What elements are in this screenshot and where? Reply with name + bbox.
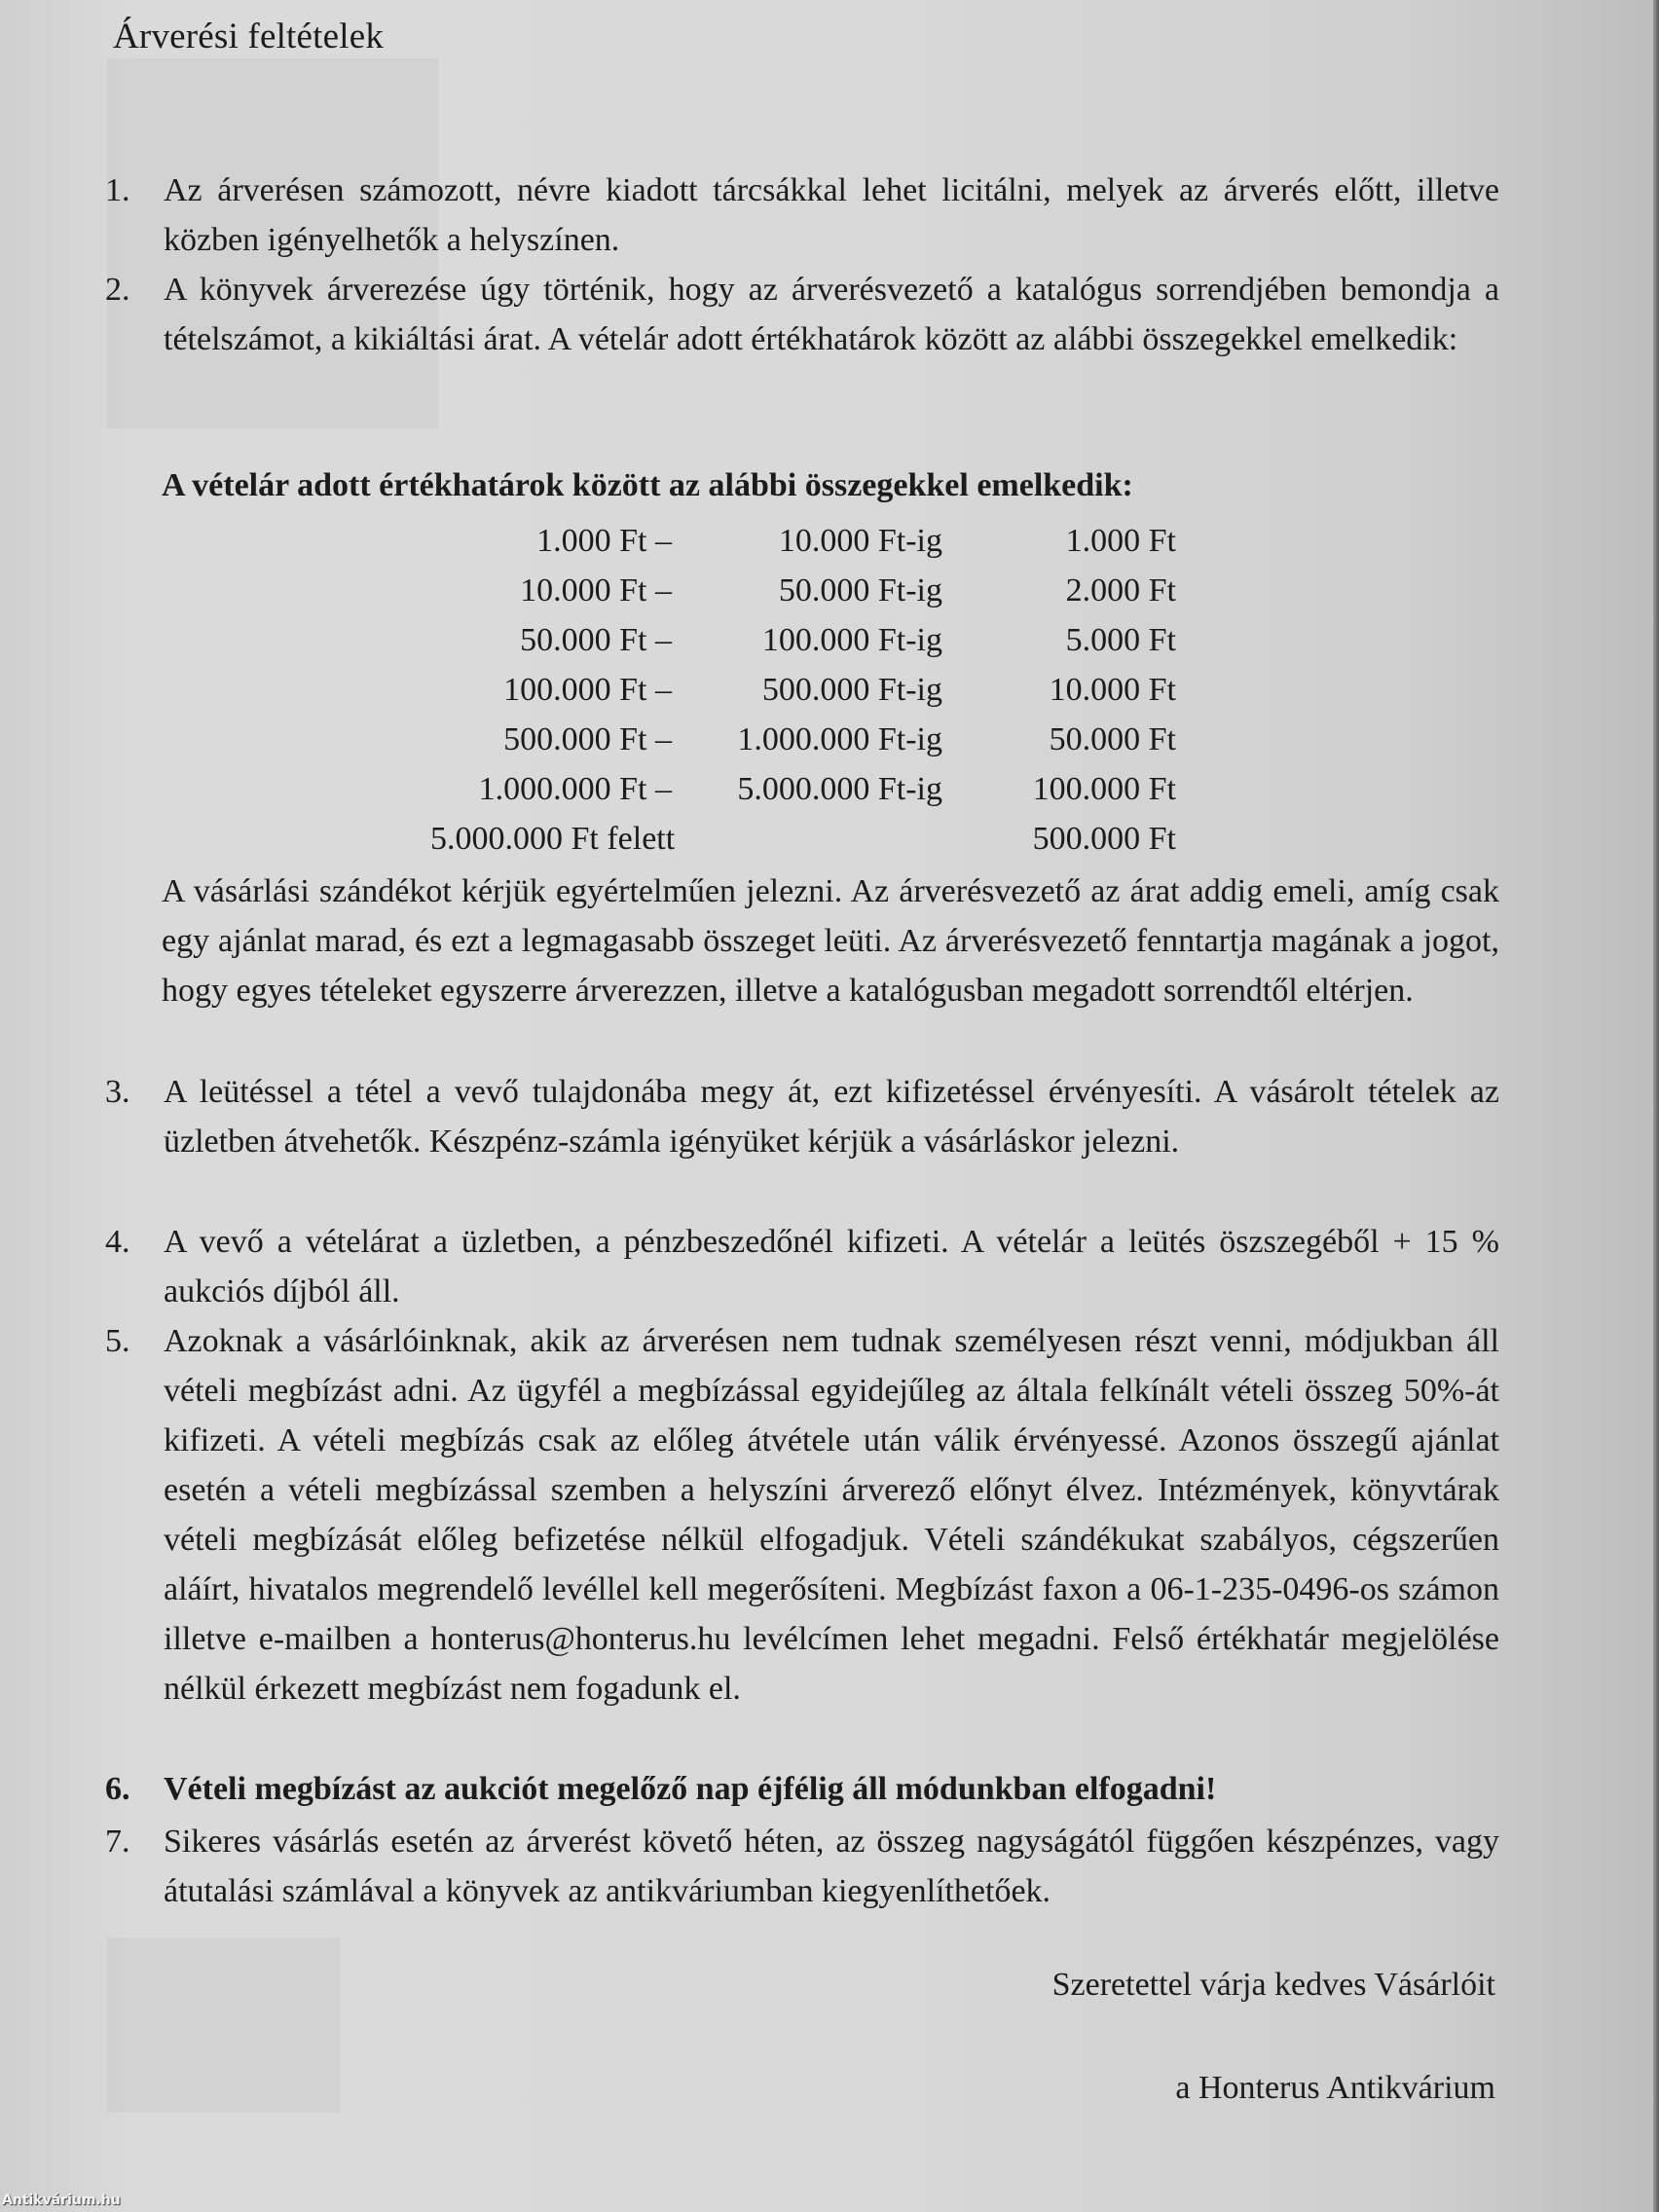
increment-step: 100.000 Ft	[1032, 771, 1176, 807]
increment-to: 500.000 Ft-ig	[761, 672, 942, 708]
increment-step: 50.000 Ft	[1049, 721, 1176, 757]
increment-row	[321, 566, 1176, 615]
increment-to: 50.000 Ft-ig	[778, 572, 942, 608]
item-number: 1.	[105, 172, 130, 208]
show-through-block	[107, 1937, 341, 2113]
item-number: 2.	[105, 272, 130, 308]
list-item	[107, 1817, 1499, 1916]
increment-row	[321, 764, 1176, 814]
increment-to: 100.000 Ft-ig	[761, 622, 942, 658]
page-title: Árverési feltételek	[113, 17, 385, 56]
item-number: 3.	[105, 1074, 130, 1110]
item-text: Sikeres vásárlás esetén az árverést követő héten, az összeg nagyságától függően készpénzes, vagy átutalási számlával a könyvek az antikváriumban kiegyenlíthetőek.	[164, 1824, 1499, 1909]
item-2-continuation: A vásárlási szándékot kérjük egyértelműen jelezni. Az árverésvezető az árat addig emeli, amíg csak egy ajánlat marad, és ezt a legmagasabb összeget leüti. Az árverésvezető fenntartja magának a jogot, hogy egyes tételeket egyszerre árverezzen, illetve a katalógusban megadott sorrendtől eltérjen.	[162, 873, 1499, 1009]
list-item	[107, 166, 1499, 265]
item-number: 7.	[105, 1824, 130, 1860]
increment-step: 2.000 Ft	[1065, 572, 1176, 608]
increment-from: 10.000 Ft –	[520, 572, 672, 608]
increment-step: 500.000 Ft	[1032, 821, 1176, 857]
increment-row	[321, 665, 1176, 715]
increment-to: 1.000.000 Ft-ig	[737, 721, 942, 757]
list-item	[107, 1316, 1499, 1714]
item-number: 4.	[105, 1224, 130, 1260]
increment-step: 1.000 Ft	[1065, 523, 1176, 559]
page-edge	[1653, 0, 1659, 2212]
list-item-important	[107, 1764, 1499, 1814]
increment-from: 50.000 Ft –	[520, 622, 672, 658]
closing-signature: a Honterus Antikvárium	[1175, 2070, 1495, 2106]
item-text: Az árverésen számozott, névre kiadott tárcsákkal lehet licitálni, melyek az árverés előtt, illetve közben igényelhetők a helyszínen.	[164, 172, 1499, 258]
item-text: Azoknak a vásárlóinknak, akik az árverésen nem tudnak személyesen részt venni, módjukban áll vételi megbízást adni. Az ügyfél a megbízással egyidejűleg az általa felkínált vételi összeg 50%-át kifizeti. A vételi megbízás csak az előleg átvétele után válik érvényessé. Azonos összegű ajánlat esetén a vételi megbízással szemben a helyszíni árverező előnyt élvez. Intézmények, könyvtárak vételi megbízását előleg befizetése nélkül elfogadjuk. Vételi szándékukat szabályos, cégszerűen aláírt, hivatalos megrendelő levéllel kell megerősíteni. Megbízást faxon a 06-1-235-0496-os számon illetve e-mailben a honterus@honterus.hu levélcímen lehet megadni. Felső értékhatár megjelölése nélkül érkezett megbízást nem fogadunk el.	[164, 1323, 1499, 1707]
increment-from: 500.000 Ft –	[503, 721, 672, 757]
increment-table	[321, 516, 1176, 864]
increment-row	[321, 814, 1176, 864]
increment-row	[321, 615, 1176, 665]
increment-table-heading: A vételár adott értékhatárok között az alábbi összegekkel emelkedik:	[162, 467, 1133, 503]
increment-to: 10.000 Ft-ig	[778, 523, 942, 559]
increment-step: 5.000 Ft	[1065, 622, 1176, 658]
item-text: Vételi megbízást az aukciót megelőző nap éjfélig áll módunkban elfogadni!	[164, 1771, 1217, 1807]
increment-step: 10.000 Ft	[1049, 672, 1176, 708]
increment-from: 1.000.000 Ft –	[478, 771, 672, 807]
list-item	[107, 265, 1499, 364]
increment-range: 5.000.000 Ft felett	[430, 821, 676, 857]
item-text: A leütéssel a tétel a vevő tulajdonába megy át, ezt kifizetéssel érvényesíti. A vásárolt tételek az üzletben átvehetők. Készpénz-számla igényüket kérjük a vásárláskor jelezni.	[164, 1074, 1499, 1160]
increment-from: 100.000 Ft –	[503, 672, 672, 708]
increment-row	[321, 715, 1176, 764]
list-item	[107, 1067, 1499, 1166]
increment-from: 1.000 Ft –	[536, 523, 672, 559]
list-item	[107, 1217, 1499, 1316]
increment-row	[321, 516, 1176, 566]
closing-greeting: Szeretettel várja kedves Vásárlóit	[1051, 1967, 1495, 2003]
item-text: A könyvek árverezése úgy történik, hogy az árverésvezető a katalógus sorrendjében bemondja a tételszámot, a kikiáltási árat. A vételár adott értékhatárok között az alábbi összegekkel emelkedik:	[164, 272, 1499, 357]
item-text: A vevő a vételárat a üzletben, a pénzbeszedőnél kifizeti. A vételár a leütés öszszegéből + 15 % aukciós díjból áll.	[164, 1224, 1499, 1309]
site-watermark: Antikvárium.hu	[2, 2193, 121, 2208]
item-number: 5.	[105, 1323, 130, 1359]
increment-to: 5.000.000 Ft-ig	[737, 771, 942, 807]
item-number: 6.	[105, 1771, 130, 1807]
